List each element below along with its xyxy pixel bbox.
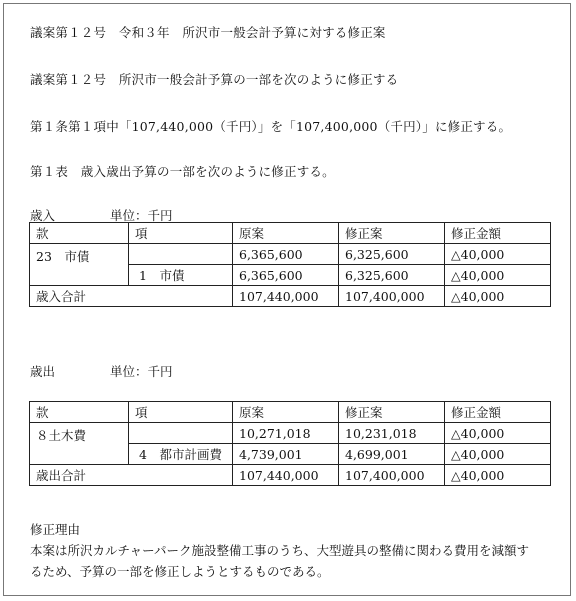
revenue-kan-cell: 23 市債: [30, 244, 129, 286]
table-header-row: [30, 223, 551, 244]
table-total-row: [30, 465, 551, 486]
table-cell: [129, 244, 233, 265]
table-cell: △40,000: [445, 244, 551, 265]
table-cell: △40,000: [445, 444, 551, 465]
amendment-reason: [30, 519, 550, 582]
table-intro: 第１表 歳入歳出予算の一部を次のように修正する。: [30, 164, 335, 179]
table-cell: 10,271,018: [233, 423, 339, 444]
table-cell: △40,000: [445, 286, 551, 307]
table-cell: 4,699,001: [339, 444, 445, 465]
header-amended: 修正案: [339, 402, 445, 423]
table-cell: 107,400,000: [339, 465, 445, 486]
table-cell: 107,400,000: [339, 286, 445, 307]
total-label: 歳入合計: [30, 286, 233, 307]
header-amended: 修正案: [339, 223, 445, 244]
header-original: 原案: [233, 402, 339, 423]
table-cell: 6,365,600: [233, 265, 339, 286]
total-label: 歳出合計: [30, 465, 233, 486]
table-cell: 107,440,000: [233, 286, 339, 307]
table-cell: 107,440,000: [233, 465, 339, 486]
expenditure-table: [29, 401, 551, 486]
revenue-heading: 歳入: [30, 208, 56, 223]
expenditure-heading-row: [30, 362, 173, 380]
header-change: 修正金額: [445, 223, 551, 244]
table-cell: 6,325,600: [339, 265, 445, 286]
header-change: 修正金額: [445, 402, 551, 423]
article-amendment: 第１条第１項中「107,440,000（千円）」を「107,400,000（千円）」に修正する。: [30, 119, 512, 134]
table-cell: 6,325,600: [339, 244, 445, 265]
table-cell: 10,231,018: [339, 423, 445, 444]
revenue-unit: 単位：千円: [110, 208, 173, 223]
table-header-row: [30, 402, 551, 423]
table-row: [30, 244, 551, 265]
motion-statement: 議案第１２号 所沢市一般会計予算の一部を次のように修正する: [30, 72, 399, 87]
reason-text-line1: 本案は所沢カルチャーパーク施設整備工事のうち、大型遊具の整備に関わる費用を減額す: [30, 543, 530, 558]
table-cell: 4,739,001: [233, 444, 339, 465]
header-original: 原案: [233, 223, 339, 244]
header-kou: 項: [129, 402, 233, 423]
expenditure-kan-cell: ８土木費: [30, 423, 129, 465]
table-cell: [129, 423, 233, 444]
header-kan: 款: [30, 223, 129, 244]
table-cell: △40,000: [445, 265, 551, 286]
reason-text-line2: るため、予算の一部を修正しようとするものである。: [30, 564, 330, 579]
document-title: 議案第１２号 令和３年 所沢市一般会計予算に対する修正案: [30, 25, 386, 40]
table-cell: △40,000: [445, 465, 551, 486]
table-cell: 1 市債: [129, 265, 233, 286]
revenue-table: [29, 222, 551, 307]
table-row: [30, 423, 551, 444]
reason-heading: 修正理由: [30, 522, 81, 537]
expenditure-unit: 単位：千円: [110, 364, 173, 379]
table-cell: 6,365,600: [233, 244, 339, 265]
table-cell: 4 都市計画費: [129, 444, 233, 465]
header-kan: 款: [30, 402, 129, 423]
header-kou: 項: [129, 223, 233, 244]
table-total-row: [30, 286, 551, 307]
expenditure-heading: 歳出: [30, 364, 56, 379]
table-cell: △40,000: [445, 423, 551, 444]
